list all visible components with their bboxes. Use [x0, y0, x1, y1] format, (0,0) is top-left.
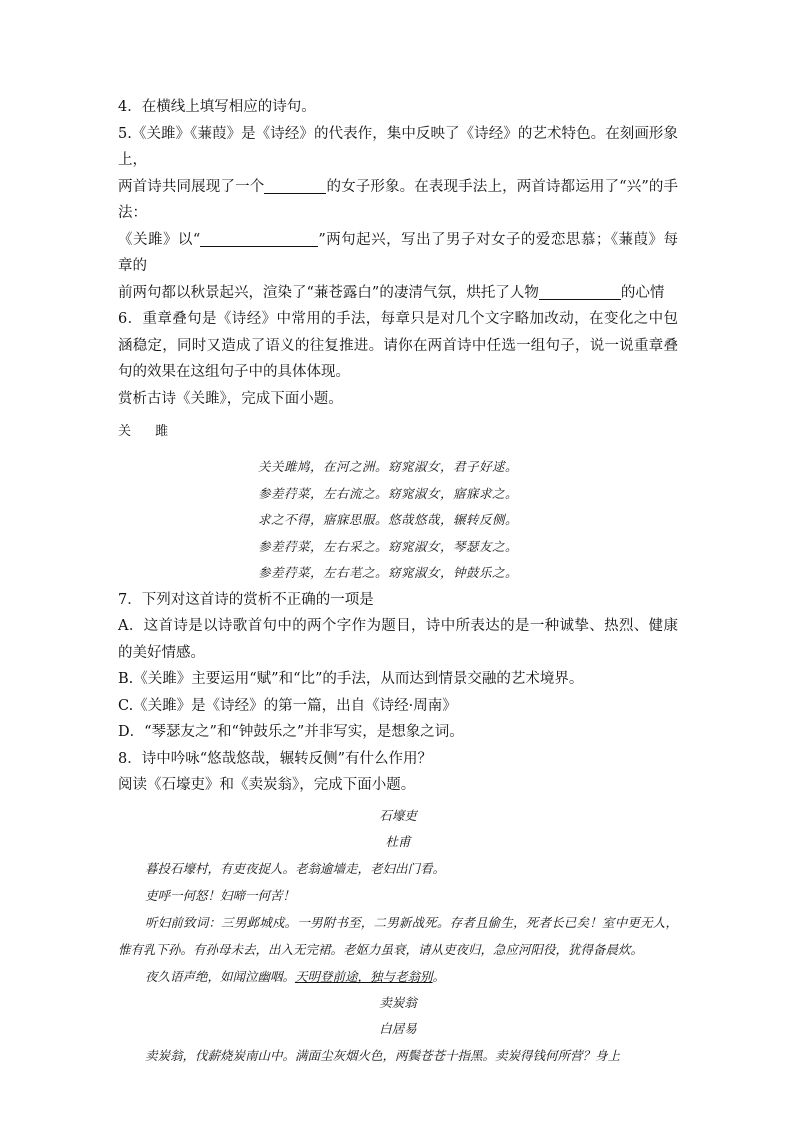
prose-paragraph: 夜久语声绝，如闻泣幽咽。天明登前途，独与老翁别。 [145, 968, 446, 984]
answer-blank-1[interactable] [264, 177, 326, 194]
question-4: 4．在横线上填写相应的诗句。 [118, 99, 316, 115]
poem-title-maitanweng: 卖炭翁 [379, 994, 417, 1010]
poem-author-dufu: 杜甫 [385, 833, 411, 849]
question-5-line-4: 前两句都以秋景起兴，渲染了“蒹苍露白”的凄清气氛，烘托了人物 的心情 [118, 284, 665, 301]
poem-title-guanju: 关 雎 [118, 424, 179, 439]
question-5-line-3: 《关雎》以“ ”两句起兴，写出了男子对女子的爱恋思慕；《蒹葭》每章的 [118, 231, 678, 274]
question-7-stem: 7．下列对这首诗的赏析不正确的一项是 [118, 591, 374, 608]
prose-paragraph: 卖炭翁，伐薪烧炭南山中。满面尘灰烟火色，两鬓苍苍十指黑。卖炭得钱何所营？身上 [145, 1047, 621, 1063]
poem-line: 参差荇菜，左右采之。窈窕淑女，琴瑟友之。 [258, 538, 519, 554]
underlined-phrase: 天明登前途，独与老翁别 [295, 968, 433, 984]
poem-author-baijuyi: 白居易 [379, 1020, 417, 1036]
poem-title-shihaoli: 石壕吏 [379, 807, 417, 823]
prose-paragraph: 吏呼一何怒！妇啼一何苦！ [145, 887, 296, 903]
question-7-option-a: A．这首诗是以诗歌首句中的两个字作为题目，诗中所表达的是一种诚挚、热烈、健康的美好情感。 [118, 618, 678, 661]
prose-paragraph: 暮投石壕村，有吏夜捉人。老翁逾墙走，老妇出门看。 [145, 860, 446, 876]
question-7-option-b: B.《关雎》主要运用“赋”和“比”的手法，从而达到情景交融的艺术境界。 [118, 671, 584, 687]
poem-line: 参差荇菜，左右芼之。窈窕淑女，钟鼓乐之。 [258, 565, 519, 580]
answer-blank-3[interactable] [539, 283, 621, 300]
question-7-option-d: D．“琴瑟友之”和“钟鼓乐之”并非写实，是想象之词。 [118, 724, 464, 740]
document-content [118, 94, 678, 1069]
section-intro-guanju: 赏析古诗《关雎》，完成下面小题。 [118, 390, 343, 407]
poem-line: 关关雎鸠，在河之洲。窈窕淑女，君子好逑。 [258, 459, 519, 474]
answer-blank-2[interactable] [200, 230, 318, 247]
poem-line: 参差荇菜，左右流之。窈窕淑女，寤寐求之。 [258, 485, 519, 501]
prose-paragraph: 听妇前致词：三男邺城戍。一男附书至，二男新战死。存者且偷生，死者长已矣！室中更无人，惟有乳下孙。有孙母未去，出入无完裙。老妪力虽衰，请从吏夜归，急应河阳役，犹得备晨炊。 [118, 914, 678, 957]
question-8: 8．诗中吟咏“悠哉悠哉，辗转反侧”有什么作用？ [118, 750, 433, 767]
question-6: 6．重章叠句是《诗经》中常用的手法，每章只是对几个文字略加改动，在变化之中包涵稳定，同时又造成了语义的往复推进。请你在两首诗中任选一组句子，说一说重章叠句的效果在这组句子中的具体体现。 [118, 311, 678, 380]
question-5 [118, 121, 678, 307]
question-5-line-1: 5.《关雎》《蒹葭》是《诗经》的代表作，集中反映了《诗经》的艺术特色。在刻画形象上， [118, 125, 678, 168]
question-7-option-c: C.《关雎》是《诗经》的第一篇，出自《诗经·周南》 [118, 697, 457, 714]
question-5-line-2: 两首诗共同展现了一个 的女子形象。在表现手法上，两首诗都运用了“兴”的手法： [118, 178, 679, 221]
section-intro-shihaoli: 阅读《石壕吏》和《卖炭翁》，完成下面小题。 [118, 777, 416, 793]
poem-line: 求之不得，寤寐思服。悠哉悠哉，辗转反侧。 [258, 512, 519, 527]
